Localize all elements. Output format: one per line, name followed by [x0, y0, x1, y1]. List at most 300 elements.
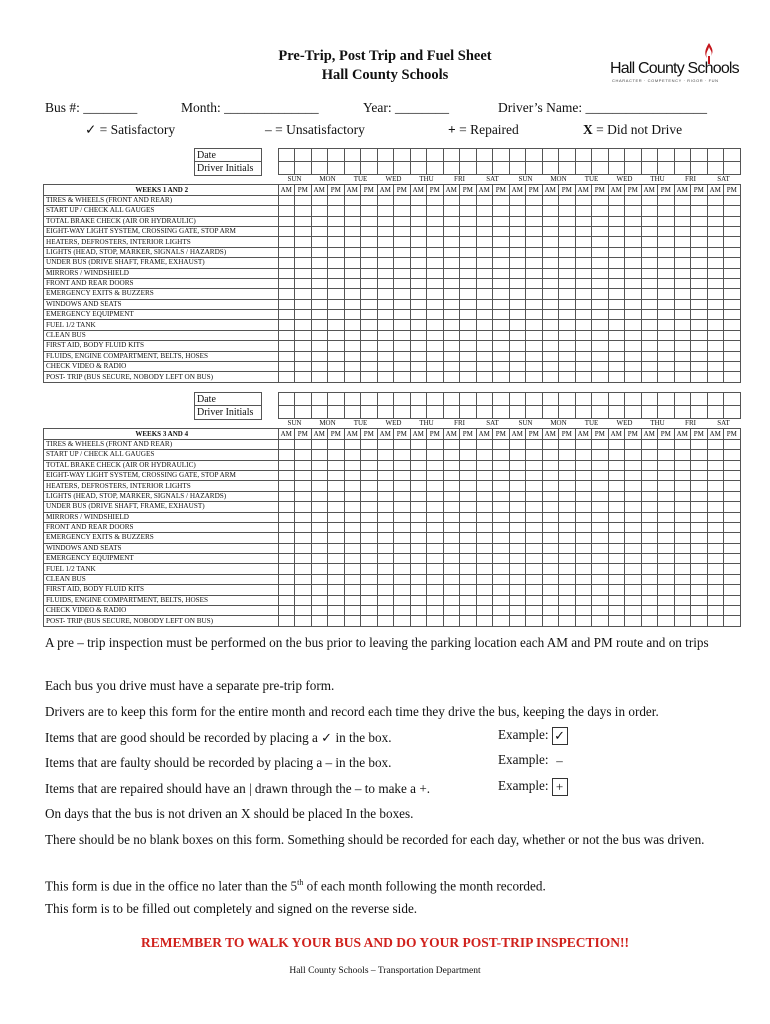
initials-cell[interactable] [476, 406, 493, 419]
inspection-check-cell[interactable] [361, 247, 378, 257]
inspection-check-cell[interactable] [460, 362, 477, 372]
inspection-check-cell[interactable] [295, 268, 312, 278]
inspection-check-cell[interactable] [394, 439, 411, 449]
inspection-check-cell[interactable] [691, 330, 708, 340]
inspection-check-cell[interactable] [361, 362, 378, 372]
inspection-check-cell[interactable] [526, 450, 543, 460]
inspection-check-cell[interactable] [575, 460, 592, 470]
inspection-check-cell[interactable] [278, 341, 295, 351]
inspection-check-cell[interactable] [328, 460, 345, 470]
month-field[interactable]: Month: ______________ [181, 100, 319, 115]
inspection-check-cell[interactable] [443, 450, 460, 460]
inspection-check-cell[interactable] [361, 574, 378, 584]
inspection-check-cell[interactable] [476, 258, 493, 268]
inspection-check-cell[interactable] [542, 460, 559, 470]
inspection-check-cell[interactable] [724, 372, 741, 382]
inspection-check-cell[interactable] [625, 450, 642, 460]
inspection-check-cell[interactable] [575, 450, 592, 460]
inspection-check-cell[interactable] [427, 502, 444, 512]
inspection-check-cell[interactable] [509, 491, 526, 501]
inspection-check-cell[interactable] [394, 522, 411, 532]
inspection-check-cell[interactable] [526, 512, 543, 522]
inspection-check-cell[interactable] [427, 258, 444, 268]
inspection-check-cell[interactable] [592, 341, 609, 351]
inspection-check-cell[interactable] [278, 247, 295, 257]
date-cell[interactable] [724, 393, 741, 406]
inspection-check-cell[interactable] [394, 564, 411, 574]
inspection-check-cell[interactable] [410, 585, 427, 595]
inspection-check-cell[interactable] [542, 585, 559, 595]
inspection-check-cell[interactable] [592, 289, 609, 299]
inspection-check-cell[interactable] [443, 372, 460, 382]
inspection-check-cell[interactable] [443, 195, 460, 205]
inspection-check-cell[interactable] [641, 512, 658, 522]
inspection-check-cell[interactable] [443, 460, 460, 470]
inspection-check-cell[interactable] [295, 470, 312, 480]
date-cell[interactable] [575, 149, 592, 162]
inspection-check-cell[interactable] [608, 481, 625, 491]
inspection-check-cell[interactable] [509, 299, 526, 309]
inspection-check-cell[interactable] [592, 268, 609, 278]
inspection-check-cell[interactable] [278, 195, 295, 205]
inspection-check-cell[interactable] [509, 372, 526, 382]
inspection-check-cell[interactable] [542, 606, 559, 616]
date-cell[interactable] [592, 149, 609, 162]
inspection-check-cell[interactable] [592, 522, 609, 532]
inspection-check-cell[interactable] [377, 216, 394, 226]
inspection-check-cell[interactable] [361, 216, 378, 226]
initials-cell[interactable] [328, 162, 345, 175]
inspection-check-cell[interactable] [377, 470, 394, 480]
inspection-check-cell[interactable] [493, 351, 510, 361]
initials-cell[interactable] [311, 406, 328, 419]
inspection-check-cell[interactable] [328, 310, 345, 320]
inspection-check-cell[interactable] [674, 522, 691, 532]
initials-cell[interactable] [278, 406, 295, 419]
initials-cell[interactable] [691, 162, 708, 175]
inspection-check-cell[interactable] [278, 439, 295, 449]
initials-cell[interactable] [608, 406, 625, 419]
inspection-check-cell[interactable] [691, 226, 708, 236]
inspection-check-cell[interactable] [575, 372, 592, 382]
inspection-check-cell[interactable] [476, 299, 493, 309]
inspection-check-cell[interactable] [344, 341, 361, 351]
inspection-check-cell[interactable] [344, 195, 361, 205]
date-cell[interactable] [526, 149, 543, 162]
inspection-check-cell[interactable] [476, 585, 493, 595]
inspection-check-cell[interactable] [311, 564, 328, 574]
inspection-check-cell[interactable] [295, 606, 312, 616]
inspection-check-cell[interactable] [542, 330, 559, 340]
inspection-check-cell[interactable] [443, 606, 460, 616]
inspection-check-cell[interactable] [427, 585, 444, 595]
inspection-check-cell[interactable] [658, 533, 675, 543]
inspection-check-cell[interactable] [476, 481, 493, 491]
inspection-check-cell[interactable] [394, 554, 411, 564]
inspection-check-cell[interactable] [476, 522, 493, 532]
inspection-check-cell[interactable] [476, 564, 493, 574]
date-cell[interactable] [278, 149, 295, 162]
inspection-check-cell[interactable] [658, 460, 675, 470]
initials-cell[interactable] [641, 162, 658, 175]
initials-cell[interactable] [427, 406, 444, 419]
inspection-check-cell[interactable] [311, 330, 328, 340]
inspection-check-cell[interactable] [724, 616, 741, 626]
inspection-check-cell[interactable] [311, 585, 328, 595]
inspection-check-cell[interactable] [460, 216, 477, 226]
inspection-check-cell[interactable] [724, 512, 741, 522]
inspection-check-cell[interactable] [328, 564, 345, 574]
initials-cell[interactable] [707, 406, 724, 419]
inspection-check-cell[interactable] [526, 299, 543, 309]
inspection-check-cell[interactable] [559, 554, 576, 564]
inspection-check-cell[interactable] [625, 206, 642, 216]
inspection-check-cell[interactable] [344, 268, 361, 278]
inspection-check-cell[interactable] [542, 320, 559, 330]
initials-cell[interactable] [625, 406, 642, 419]
inspection-check-cell[interactable] [295, 226, 312, 236]
initials-cell[interactable] [674, 162, 691, 175]
inspection-check-cell[interactable] [707, 439, 724, 449]
inspection-check-cell[interactable] [278, 616, 295, 626]
inspection-check-cell[interactable] [311, 502, 328, 512]
inspection-check-cell[interactable] [608, 330, 625, 340]
inspection-check-cell[interactable] [575, 616, 592, 626]
inspection-check-cell[interactable] [410, 543, 427, 553]
inspection-check-cell[interactable] [724, 533, 741, 543]
date-cell[interactable] [493, 149, 510, 162]
initials-cell[interactable] [658, 162, 675, 175]
inspection-check-cell[interactable] [361, 543, 378, 553]
inspection-check-cell[interactable] [460, 481, 477, 491]
inspection-check-cell[interactable] [493, 470, 510, 480]
inspection-check-cell[interactable] [443, 595, 460, 605]
inspection-check-cell[interactable] [559, 362, 576, 372]
inspection-check-cell[interactable] [658, 351, 675, 361]
inspection-check-cell[interactable] [575, 330, 592, 340]
inspection-check-cell[interactable] [493, 310, 510, 320]
inspection-check-cell[interactable] [278, 216, 295, 226]
inspection-check-cell[interactable] [410, 439, 427, 449]
inspection-check-cell[interactable] [377, 512, 394, 522]
initials-cell[interactable] [542, 162, 559, 175]
inspection-check-cell[interactable] [344, 320, 361, 330]
inspection-check-cell[interactable] [608, 268, 625, 278]
inspection-check-cell[interactable] [724, 439, 741, 449]
inspection-check-cell[interactable] [394, 481, 411, 491]
inspection-check-cell[interactable] [641, 585, 658, 595]
date-cell[interactable] [295, 149, 312, 162]
inspection-check-cell[interactable] [311, 341, 328, 351]
inspection-check-cell[interactable] [443, 512, 460, 522]
inspection-check-cell[interactable] [674, 595, 691, 605]
inspection-check-cell[interactable] [641, 341, 658, 351]
inspection-check-cell[interactable] [625, 268, 642, 278]
inspection-check-cell[interactable] [278, 533, 295, 543]
inspection-check-cell[interactable] [427, 247, 444, 257]
inspection-check-cell[interactable] [526, 206, 543, 216]
date-cell[interactable] [443, 393, 460, 406]
inspection-check-cell[interactable] [625, 522, 642, 532]
inspection-check-cell[interactable] [410, 258, 427, 268]
inspection-check-cell[interactable] [295, 460, 312, 470]
inspection-check-cell[interactable] [410, 595, 427, 605]
inspection-check-cell[interactable] [724, 606, 741, 616]
inspection-check-cell[interactable] [344, 330, 361, 340]
driver-name-field[interactable]: Driver’s Name: __________________ [498, 100, 707, 115]
inspection-check-cell[interactable] [460, 268, 477, 278]
inspection-check-cell[interactable] [410, 320, 427, 330]
inspection-check-cell[interactable] [460, 247, 477, 257]
inspection-check-cell[interactable] [460, 439, 477, 449]
inspection-check-cell[interactable] [542, 491, 559, 501]
inspection-check-cell[interactable] [559, 268, 576, 278]
inspection-check-cell[interactable] [724, 595, 741, 605]
inspection-check-cell[interactable] [377, 533, 394, 543]
inspection-check-cell[interactable] [592, 206, 609, 216]
inspection-check-cell[interactable] [476, 289, 493, 299]
inspection-check-cell[interactable] [608, 574, 625, 584]
inspection-check-cell[interactable] [674, 330, 691, 340]
inspection-check-cell[interactable] [328, 258, 345, 268]
inspection-check-cell[interactable] [410, 341, 427, 351]
inspection-check-cell[interactable] [377, 247, 394, 257]
inspection-check-cell[interactable] [707, 299, 724, 309]
inspection-check-cell[interactable] [493, 206, 510, 216]
initials-cell[interactable] [344, 406, 361, 419]
inspection-check-cell[interactable] [295, 362, 312, 372]
inspection-check-cell[interactable] [724, 268, 741, 278]
inspection-check-cell[interactable] [361, 195, 378, 205]
inspection-check-cell[interactable] [674, 289, 691, 299]
inspection-check-cell[interactable] [691, 278, 708, 288]
inspection-check-cell[interactable] [509, 278, 526, 288]
inspection-check-cell[interactable] [608, 351, 625, 361]
inspection-check-cell[interactable] [542, 247, 559, 257]
inspection-check-cell[interactable] [443, 237, 460, 247]
inspection-check-cell[interactable] [509, 502, 526, 512]
inspection-check-cell[interactable] [377, 460, 394, 470]
inspection-check-cell[interactable] [592, 237, 609, 247]
inspection-check-cell[interactable] [443, 216, 460, 226]
inspection-check-cell[interactable] [674, 226, 691, 236]
inspection-check-cell[interactable] [674, 616, 691, 626]
inspection-check-cell[interactable] [377, 341, 394, 351]
date-cell[interactable] [559, 393, 576, 406]
date-cell[interactable] [707, 393, 724, 406]
inspection-check-cell[interactable] [674, 362, 691, 372]
inspection-check-cell[interactable] [476, 206, 493, 216]
inspection-check-cell[interactable] [361, 595, 378, 605]
inspection-check-cell[interactable] [691, 351, 708, 361]
inspection-check-cell[interactable] [410, 216, 427, 226]
inspection-check-cell[interactable] [509, 470, 526, 480]
inspection-check-cell[interactable] [559, 533, 576, 543]
inspection-check-cell[interactable] [575, 320, 592, 330]
inspection-check-cell[interactable] [476, 247, 493, 257]
inspection-check-cell[interactable] [295, 585, 312, 595]
inspection-check-cell[interactable] [377, 616, 394, 626]
inspection-check-cell[interactable] [542, 574, 559, 584]
inspection-check-cell[interactable] [592, 258, 609, 268]
inspection-check-cell[interactable] [443, 289, 460, 299]
date-cell[interactable] [542, 149, 559, 162]
inspection-check-cell[interactable] [377, 585, 394, 595]
inspection-check-cell[interactable] [295, 554, 312, 564]
inspection-check-cell[interactable] [295, 237, 312, 247]
inspection-check-cell[interactable] [658, 554, 675, 564]
inspection-check-cell[interactable] [625, 616, 642, 626]
inspection-check-cell[interactable] [575, 216, 592, 226]
inspection-check-cell[interactable] [344, 247, 361, 257]
inspection-check-cell[interactable] [361, 522, 378, 532]
inspection-check-cell[interactable] [707, 289, 724, 299]
inspection-check-cell[interactable] [295, 564, 312, 574]
inspection-check-cell[interactable] [575, 606, 592, 616]
inspection-check-cell[interactable] [526, 237, 543, 247]
inspection-check-cell[interactable] [344, 564, 361, 574]
inspection-check-cell[interactable] [460, 606, 477, 616]
inspection-check-cell[interactable] [476, 351, 493, 361]
inspection-check-cell[interactable] [361, 330, 378, 340]
inspection-check-cell[interactable] [625, 216, 642, 226]
inspection-check-cell[interactable] [311, 460, 328, 470]
inspection-check-cell[interactable] [625, 278, 642, 288]
inspection-check-cell[interactable] [328, 585, 345, 595]
inspection-check-cell[interactable] [493, 439, 510, 449]
inspection-check-cell[interactable] [641, 278, 658, 288]
date-cell[interactable] [278, 393, 295, 406]
inspection-check-cell[interactable] [344, 351, 361, 361]
inspection-check-cell[interactable] [311, 439, 328, 449]
inspection-check-cell[interactable] [476, 362, 493, 372]
inspection-check-cell[interactable] [608, 247, 625, 257]
inspection-check-cell[interactable] [542, 310, 559, 320]
inspection-check-cell[interactable] [575, 362, 592, 372]
inspection-check-cell[interactable] [625, 574, 642, 584]
inspection-check-cell[interactable] [707, 351, 724, 361]
inspection-check-cell[interactable] [509, 450, 526, 460]
inspection-check-cell[interactable] [575, 533, 592, 543]
inspection-check-cell[interactable] [592, 491, 609, 501]
inspection-check-cell[interactable] [707, 522, 724, 532]
inspection-check-cell[interactable] [311, 299, 328, 309]
inspection-check-cell[interactable] [295, 512, 312, 522]
inspection-check-cell[interactable] [394, 278, 411, 288]
date-cell[interactable] [311, 149, 328, 162]
inspection-check-cell[interactable] [443, 278, 460, 288]
inspection-check-cell[interactable] [724, 216, 741, 226]
inspection-check-cell[interactable] [278, 330, 295, 340]
initials-cell[interactable] [460, 162, 477, 175]
inspection-check-cell[interactable] [344, 258, 361, 268]
inspection-check-cell[interactable] [377, 278, 394, 288]
inspection-check-cell[interactable] [394, 362, 411, 372]
inspection-check-cell[interactable] [311, 206, 328, 216]
inspection-check-cell[interactable] [344, 439, 361, 449]
date-cell[interactable] [295, 393, 312, 406]
inspection-check-cell[interactable] [509, 606, 526, 616]
inspection-check-cell[interactable] [295, 491, 312, 501]
inspection-check-cell[interactable] [592, 595, 609, 605]
inspection-check-cell[interactable] [509, 237, 526, 247]
inspection-check-cell[interactable] [361, 460, 378, 470]
inspection-check-cell[interactable] [559, 543, 576, 553]
inspection-check-cell[interactable] [575, 585, 592, 595]
initials-cell[interactable] [559, 406, 576, 419]
inspection-check-cell[interactable] [575, 595, 592, 605]
inspection-check-cell[interactable] [724, 522, 741, 532]
inspection-check-cell[interactable] [344, 289, 361, 299]
inspection-check-cell[interactable] [344, 491, 361, 501]
inspection-check-cell[interactable] [361, 533, 378, 543]
inspection-check-cell[interactable] [443, 341, 460, 351]
inspection-check-cell[interactable] [443, 574, 460, 584]
inspection-check-cell[interactable] [278, 289, 295, 299]
inspection-check-cell[interactable] [377, 226, 394, 236]
inspection-check-cell[interactable] [476, 460, 493, 470]
inspection-check-cell[interactable] [608, 226, 625, 236]
inspection-check-cell[interactable] [278, 372, 295, 382]
inspection-check-cell[interactable] [691, 237, 708, 247]
inspection-check-cell[interactable] [641, 595, 658, 605]
inspection-check-cell[interactable] [707, 512, 724, 522]
inspection-check-cell[interactable] [575, 247, 592, 257]
inspection-check-cell[interactable] [410, 574, 427, 584]
inspection-check-cell[interactable] [476, 512, 493, 522]
inspection-check-cell[interactable] [526, 320, 543, 330]
inspection-check-cell[interactable] [493, 450, 510, 460]
inspection-check-cell[interactable] [542, 195, 559, 205]
inspection-check-cell[interactable] [526, 195, 543, 205]
inspection-check-cell[interactable] [526, 268, 543, 278]
inspection-check-cell[interactable] [344, 372, 361, 382]
inspection-check-cell[interactable] [559, 351, 576, 361]
inspection-check-cell[interactable] [691, 502, 708, 512]
inspection-check-cell[interactable] [295, 351, 312, 361]
inspection-check-cell[interactable] [443, 299, 460, 309]
inspection-check-cell[interactable] [691, 289, 708, 299]
inspection-check-cell[interactable] [278, 258, 295, 268]
inspection-check-cell[interactable] [394, 226, 411, 236]
inspection-check-cell[interactable] [674, 439, 691, 449]
inspection-check-cell[interactable] [542, 237, 559, 247]
inspection-check-cell[interactable] [641, 533, 658, 543]
inspection-check-cell[interactable] [707, 564, 724, 574]
inspection-check-cell[interactable] [377, 491, 394, 501]
inspection-check-cell[interactable] [575, 195, 592, 205]
inspection-check-cell[interactable] [608, 460, 625, 470]
inspection-check-cell[interactable] [493, 595, 510, 605]
inspection-check-cell[interactable] [625, 341, 642, 351]
inspection-check-cell[interactable] [460, 502, 477, 512]
inspection-check-cell[interactable] [361, 481, 378, 491]
inspection-check-cell[interactable] [592, 606, 609, 616]
inspection-check-cell[interactable] [443, 491, 460, 501]
inspection-check-cell[interactable] [394, 491, 411, 501]
inspection-check-cell[interactable] [575, 512, 592, 522]
inspection-check-cell[interactable] [658, 439, 675, 449]
inspection-check-cell[interactable] [608, 299, 625, 309]
inspection-check-cell[interactable] [559, 481, 576, 491]
inspection-check-cell[interactable] [476, 502, 493, 512]
inspection-check-cell[interactable] [691, 268, 708, 278]
inspection-check-cell[interactable] [328, 470, 345, 480]
date-cell[interactable] [476, 149, 493, 162]
inspection-check-cell[interactable] [278, 320, 295, 330]
inspection-check-cell[interactable] [658, 512, 675, 522]
inspection-check-cell[interactable] [509, 585, 526, 595]
